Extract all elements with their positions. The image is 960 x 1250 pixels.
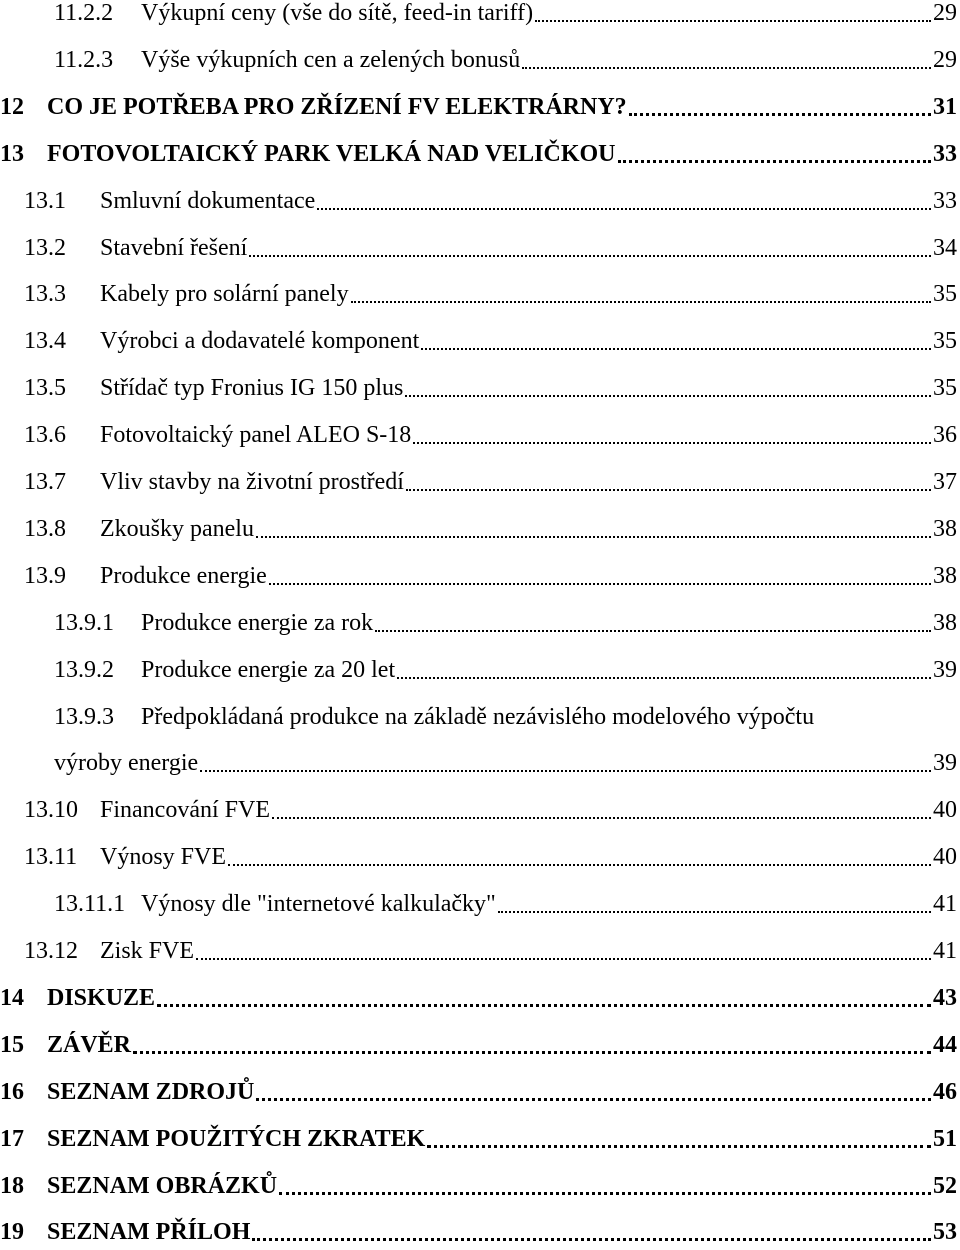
toc-dot-leader	[228, 864, 931, 866]
toc-entry-page: 38	[933, 609, 957, 636]
toc-entry[interactable]	[0, 1074, 960, 1110]
toc-entry[interactable]	[0, 511, 960, 547]
toc-entry-page: 35	[933, 328, 957, 355]
toc-entry[interactable]	[0, 1168, 960, 1204]
toc-entry-title: Vliv stavby na životní prostředí	[100, 469, 404, 495]
toc-entry-number: 18	[0, 1172, 24, 1199]
toc-entry-title: Výnosy dle "internetové kalkulačky"	[141, 891, 496, 918]
toc-entry[interactable]	[0, 652, 960, 688]
toc-entry-page: 40	[933, 797, 957, 824]
toc-dot-leader	[252, 1238, 931, 1241]
toc-entry-number: 17	[0, 1125, 24, 1152]
toc-entry-page: 53	[933, 1219, 957, 1246]
toc-entry[interactable]	[0, 605, 960, 641]
toc-entry-page: 46	[933, 1078, 957, 1105]
toc-entry-title: Zkoušky panelu	[100, 515, 254, 542]
toc-entry-page: 40	[933, 844, 957, 871]
toc-entry-number: 11.2.2	[54, 0, 114, 26]
toc-dot-leader	[397, 677, 931, 679]
toc-entry-title: SEZNAM POUŽITÝCH ZKRATEK	[47, 1125, 426, 1152]
toc-entry[interactable]	[0, 1214, 960, 1250]
toc-entry[interactable]	[0, 1121, 960, 1157]
toc-dot-leader	[249, 255, 931, 257]
toc-entry[interactable]	[0, 42, 960, 78]
toc-entry-number: 13.10	[24, 797, 78, 824]
toc-entry-title: SEZNAM ZDROJŮ	[47, 1078, 255, 1105]
toc-entry-page: 38	[933, 562, 957, 589]
toc-entry[interactable]	[0, 464, 960, 500]
toc-entry-title: Produkce energie	[100, 562, 267, 589]
toc-entry[interactable]	[0, 933, 960, 969]
toc-dot-leader	[272, 817, 931, 819]
toc-dot-leader	[535, 20, 931, 22]
toc-entry-title: Smluvní dokumentace	[100, 187, 316, 214]
toc-entry-number: 16	[0, 1078, 24, 1105]
toc-entry-page: 38	[933, 515, 957, 542]
toc-entry-page: 52	[933, 1172, 957, 1199]
toc-entry-page: 35	[933, 375, 957, 402]
toc-entry-number: 13.8	[24, 515, 66, 542]
toc-entry-page: 41	[933, 891, 957, 918]
toc-dot-leader	[196, 958, 931, 960]
toc-entry-title: SEZNAM PŘÍLOH	[47, 1219, 251, 1246]
toc-entry-title: Zisk FVE	[100, 938, 195, 964]
toc-entry-number: 13.4	[24, 328, 66, 355]
toc-dot-leader	[421, 348, 931, 350]
toc-entry-number: 13.12	[24, 938, 78, 964]
toc-entry-page: 31	[933, 93, 957, 120]
toc-entry-page: 36	[933, 422, 957, 449]
toc-dot-leader	[618, 160, 931, 163]
toc-entry-title: Výkupní ceny (vše do sítě, feed-in tariff)	[141, 0, 534, 26]
toc-entry[interactable]	[0, 183, 960, 219]
toc-entry-number: 15	[0, 1031, 24, 1058]
toc-entry-title: Financování FVE	[100, 797, 270, 824]
toc-entry-number: 11.2.3	[54, 46, 114, 73]
toc-entry[interactable]	[0, 230, 960, 266]
toc-dot-leader	[269, 583, 931, 585]
toc-entry-number: 13.9.3	[54, 703, 114, 730]
toc-entry-page: 33	[933, 140, 957, 167]
toc-dot-leader	[256, 536, 931, 538]
toc-dot-leader	[279, 1192, 931, 1195]
toc-entry-number: 19	[0, 1219, 24, 1246]
toc-entry-title: CO JE POTŘEBA PRO ZŘÍZENÍ FV ELEKTRÁRNY?	[47, 93, 627, 120]
toc-entry-page: 39	[933, 656, 957, 683]
toc-dot-leader	[256, 1098, 931, 1101]
toc-entry-title: Předpokládaná produkce na základě nezávislého modelového výpočtu	[141, 703, 815, 730]
toc-entry-page: 43	[933, 984, 957, 1011]
toc-entry[interactable]	[0, 276, 960, 312]
toc-entry-number: 13.9.1	[54, 609, 114, 636]
toc-dot-leader	[522, 67, 931, 69]
toc-entry-number: 13	[0, 140, 24, 167]
toc-dot-leader	[351, 301, 931, 303]
toc-entry[interactable]	[0, 370, 960, 406]
toc-entry-title: ZÁVĚR	[47, 1031, 132, 1058]
toc-entry-number: 13.9.2	[54, 656, 114, 683]
toc-entry-page: 37	[933, 469, 957, 495]
toc-entry-title: Střídač typ Fronius IG 150 plus	[100, 375, 404, 402]
toc-entry-page: 34	[933, 234, 957, 261]
toc-dot-leader	[200, 770, 931, 772]
toc-entry-page: 29	[933, 46, 957, 73]
toc-entry-title: Výše výkupních cen a zelených bonusů	[141, 46, 521, 73]
toc-entry[interactable]	[0, 417, 960, 453]
toc-entry-title: Kabely pro solární panely	[100, 281, 349, 308]
toc-entry[interactable]	[0, 886, 960, 922]
toc-dot-leader	[406, 489, 931, 491]
toc-entry[interactable]	[0, 89, 960, 125]
toc-entry-number: 13.11.1	[54, 891, 126, 918]
toc-entry-page: 39	[933, 750, 957, 777]
toc-entry-title: Výnosy FVE	[100, 844, 227, 871]
toc-dot-leader	[133, 1051, 931, 1054]
toc-entry-number: 13.5	[24, 375, 66, 402]
toc-dot-leader	[498, 911, 931, 913]
toc-entry-number: 13.2	[24, 234, 66, 261]
toc-entry-number: 12	[0, 93, 24, 120]
toc-dot-leader	[629, 113, 931, 116]
toc-entry-number: 13.6	[24, 422, 66, 449]
toc-entry-number: 13.3	[24, 281, 66, 308]
toc-entry-title: Stavební řešení	[100, 234, 248, 261]
toc-entry-title: Produkce energie za rok	[141, 609, 374, 636]
toc-dot-leader	[427, 1145, 931, 1148]
toc-dot-leader	[405, 395, 931, 397]
toc-entry[interactable]	[0, 136, 960, 172]
toc-entry-title: DISKUZE	[47, 984, 156, 1011]
toc-entry-title: Produkce energie za 20 let	[141, 656, 396, 683]
toc-entry-title: Fotovoltaický panel ALEO S-18	[100, 422, 412, 449]
toc-dot-leader	[413, 442, 931, 444]
toc-entry-number: 13.7	[24, 469, 66, 495]
toc-entry[interactable]	[0, 792, 960, 828]
toc-entry[interactable]	[0, 980, 960, 1016]
toc-entry-page: 35	[933, 281, 957, 308]
toc-dot-leader	[157, 1004, 931, 1007]
toc-entry-number: 13.11	[24, 844, 78, 871]
toc-entry[interactable]	[0, 1027, 960, 1063]
toc-entry-title: Výrobci a dodavatelé komponent	[100, 328, 420, 355]
toc-entry-title: SEZNAM OBRÁZKŮ	[47, 1172, 278, 1199]
toc-entry-title: výroby energie	[54, 750, 199, 777]
toc-entry-title: FOTOVOLTAICKÝ PARK VELKÁ NAD VELIČKOU	[47, 140, 616, 167]
toc-entry[interactable]	[0, 745, 960, 781]
toc-dot-leader	[317, 208, 931, 210]
toc-entry-number: 13.9	[24, 562, 66, 589]
toc-entry[interactable]	[0, 699, 960, 735]
toc-dot-leader	[375, 630, 931, 632]
toc-entry-page: 51	[933, 1125, 957, 1152]
toc-entry-number: 14	[0, 984, 24, 1011]
toc-entry-page: 29	[933, 0, 957, 26]
toc-entry-page: 33	[933, 187, 957, 214]
toc-entry-page: 41	[933, 938, 957, 964]
toc-entry[interactable]	[0, 839, 960, 875]
toc-entry[interactable]	[0, 558, 960, 594]
toc-entry[interactable]	[0, 323, 960, 359]
toc-entry-number: 13.1	[24, 187, 66, 214]
toc-entry[interactable]	[0, 0, 960, 31]
toc-entry-page: 44	[933, 1031, 957, 1058]
